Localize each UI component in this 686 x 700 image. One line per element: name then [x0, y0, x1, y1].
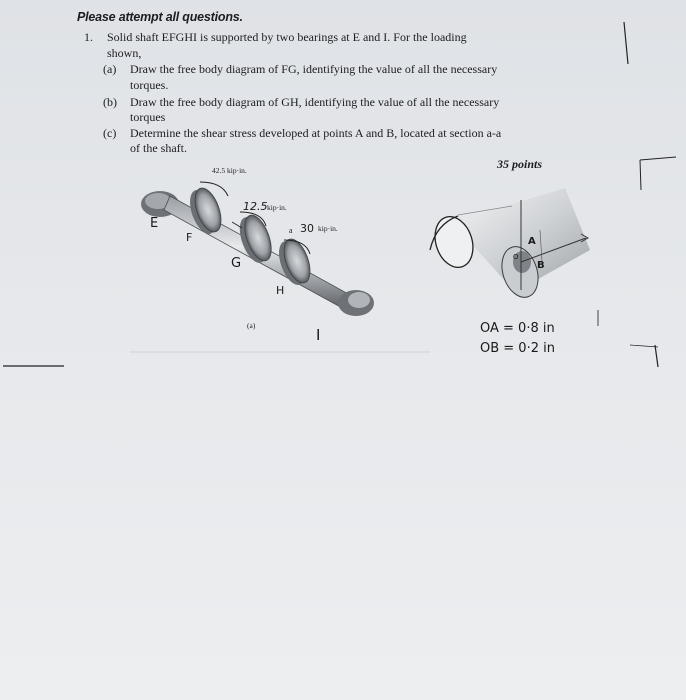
part-a-label: (a) [103, 62, 117, 76]
torque-label-42-5: 42.5 kip·in. [212, 166, 247, 175]
points-label: 35 points [497, 157, 543, 171]
torque-label-30-value: 30 [300, 222, 314, 235]
label-g: G [231, 256, 242, 271]
question-line-1: Solid shaft EFGHI is supported by two bearings at E and I. For the loading [107, 30, 467, 44]
note-oa: OA = 0·8 in [480, 321, 555, 336]
label-point-o: O [513, 253, 519, 261]
torque-label-12-5-value: 12.5 [243, 200, 268, 213]
label-h: H [276, 284, 285, 297]
part-b-line-2: torques [130, 110, 166, 124]
label-point-a: A [528, 236, 536, 247]
question-number: 1. [84, 30, 93, 44]
part-c-line-1: Determine the shear stress developed at points A and B, located at section a-a [130, 126, 502, 140]
label-f: F [186, 231, 193, 244]
label-i: I [316, 326, 321, 344]
part-b-line-1: Draw the free body diagram of GH, identifying the value of all the necessary [130, 95, 500, 109]
part-a-line-2: torques. [130, 78, 169, 92]
page-marks [3, 22, 676, 367]
part-b-label: (b) [103, 95, 117, 109]
note-ob: OB = 0·2 in [480, 341, 555, 356]
part-c-label: (c) [103, 126, 117, 140]
torque-label-30-unit: kip·in. [318, 224, 338, 233]
figure-caption-a: (a) [247, 321, 256, 330]
section-label-a: a [289, 226, 293, 235]
page-heading: Please attempt all questions. [77, 10, 243, 24]
torque-label-12-5-unit: kip·in. [267, 203, 287, 212]
part-c-line-2: of the shaft. [130, 141, 187, 155]
label-e: E [150, 216, 159, 231]
label-point-b: B [537, 260, 545, 271]
question-line-2: shown, [107, 46, 142, 60]
part-a-line-1: Draw the free body diagram of FG, identifying the value of all the necessary [130, 62, 498, 76]
